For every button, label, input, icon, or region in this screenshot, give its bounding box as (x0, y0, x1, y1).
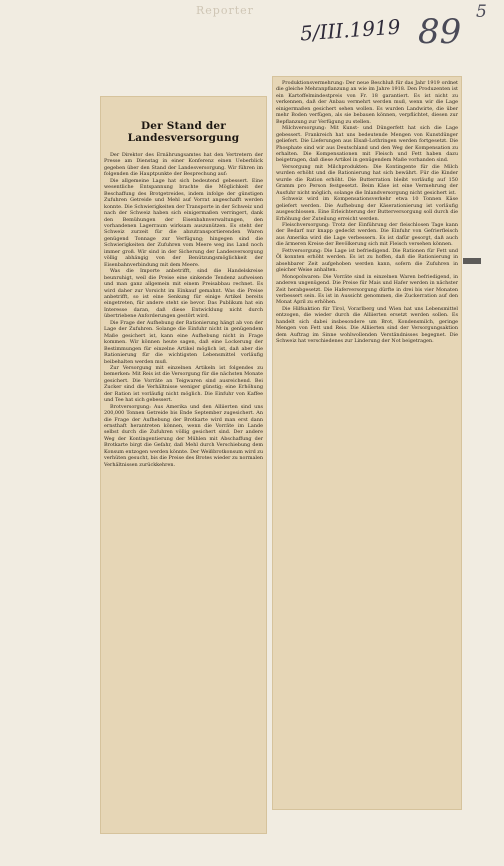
paragraph: Zur Versorgung mit einzelnen Artikeln ist folgendes zu bemerken: Mit Reis ist die Versorgung für die nächsten Monate gesichert. Die Vorräte an Teigwaren sind ausreichend. Bei Zucker sind die Verhältnisse weniger günstig; eine Erhöhung der Ration ist vorläufig nicht möglich. Die Einfuhr von Kaffee und Tee hat sich gebessert. (104, 364, 263, 404)
handwritten-date: 5/III.1919 (299, 14, 402, 46)
paragraph: Fleischversorgung: Trotz der Einführung der fleischlosen Tage kann der Bedarf nur knapp gedeckt werden. Die Einfuhr von Gefrierfleisch aus Amerika wird die Lage verbessern. Es ist dafür gesorgt, daß auch die ärmeren Kreise der Bevölkerung sich mit Fleisch versehen können. (276, 221, 458, 248)
paragraph: Was die Importe anbetrifft, sind die Handelskreise beunruhigt, weil die Preise eine sinkende Tendenz aufweisen und man ganz allgemein mit einem Preisabbau rechnet. Es wird daher zur Vorsicht im Einkauf gemahnt. Was die Preise anbetrifft, so ist eine Senkung für einige Artikel bereits eingetreten, für andere steht sie bevor. Das Publikum hat ein Interesse daran, daß diese Entwicklung nicht durch übertriebene Anforderungen gestört wird. (104, 268, 263, 320)
article-title: Der Stand der Landesversorgung (127, 120, 240, 144)
paragraph: Der Direktor des Ernährungsamtes hat den Vertretern der Presse am Dienstag in einer Konferenz einen Ueberblick gegeben über den Stand der Landesversorgung. Wir führen im folgenden die Hauptpunkte der Besprechung auf: (104, 152, 263, 178)
handwritten-page-number: 89 (418, 12, 462, 52)
paragraph: Brotversorgung: Aus Amerika und den Alliierten sind uns 200,000 Tonnen Getreide bis Ende September zugesichert. An die Frage der Aufhebung der Brotkarte wird man erst dann ernsthaft herantreten können, wenn die Vorräte im Lande selbst durch die Zufuhren völlig gesichert sind. Der andere Weg der Kontingentierung der Mühlen mit Abschaffung der Brotkarte birgt die Gefahr, daß Mehl durch Verschiebung dem Konsum entzogen werden könnte. Der Weißbrotkonsum wird zu verhüten gesucht, bis die Preise des Brotes wieder zu normalen Verhältnissen zurückkehren. (104, 403, 263, 468)
paragraph: Die Frage der Aufhebung der Rationierung hängt ab von der Lage der Zufuhren. Solange die Einfuhr nicht in genügendem Maße gesichert ist, kann eine Aufhebung nicht in Frage kommen. Wir können heute sagen, daß eine Lockerung der Bestimmungen für einzelne Artikel möglich ist, daß aber die Rationierung für die wichtigsten Lebensmittel vorläufig beibehalten werden muß. (104, 319, 263, 365)
ink-mark (463, 258, 481, 264)
handwritten-corner-mark: 5 (476, 2, 487, 22)
paragraph: Versorgung mit Milchprodukten: Die Kontingente für die Milch wurden erhöht und die Rationierung hat sich bewährt. Für die Kinder wurde die Ration erhöht. Die Butterration bleibt vorläufig auf 150 Gramm pro Person festgesetzt. Beim Käse ist eine Vermehrung der Ausfuhr nicht möglich, solange die Inlandversorgung nicht gesichert ist. (276, 163, 458, 196)
left-column-text (100, 152, 267, 468)
paragraph: Fettversorgung: Die Lage ist befriedigend. Die Rationen für Fett und Öl konnten erhöht werden. Es ist zu hoffen, daß die Rationierung in absehbarer Zeit aufgehoben werden kann, sofern die Zufuhren in gleicher Weise anhalten. (276, 247, 458, 274)
newspaper-clipping-right (272, 76, 462, 810)
paragraph: Monopolwaren: Die Vorräte sind in einzelnen Waren befriedigend, in anderen ungenügend. Die Preise für Mais und Hafer werden in nächster Zeit herabgesetzt. Die Haferversorgung dürfte in drei bis vier Monaten verbessert sein. Es ist in Aussicht genommen, die Zuckerration auf den Monat April zu erhöhen. (276, 273, 458, 306)
right-column-text (272, 76, 462, 345)
paragraph: Schweiz wird im Kompensationsverkehr etwa 10 Tonnen Käse geliefert werden. Die Aufhebung der Käserationierung ist vorläufig ausgeschlossen. Eine Erleichterung der Butterversorgung soll durch die Erhöhung der Zuteilung erreicht werden. (276, 196, 458, 222)
newspaper-clipping-left (100, 96, 267, 834)
paragraph: Milchversorgung: Mit Kunst- und Düngerfett hat sich die Lage gebessert. Frankreich hat uns bedeutende Mengen von Kunstdünger geliefert. Die Lieferungen aus Elsaß-Lothringen werden fortgesetzt. Die Phosphate sind wir aus Deutschland und den Weg der Kompensation zu erhalten. Die Kompensationen mit Fleisch und Fett haben dazu beigetragen, daß diese Artikel in genügendem Maße vorhanden sind. (276, 125, 458, 164)
paragraph: Die Hilfsaktion für Tirol, Vorarlberg und Wien hat uns Lebensmittel entzogen, die wieder durch die Alliierten ersetzt werden sollen. Es handelt sich dabei insbesondere um Brot, Kondensmilch, geringe Mengen von Fett und Reis. Die Alliierten sind der Versorgungsaktion dem Auftrag im Sinne wohlwollenden Verständnisses begegnet. Die Schweiz hat verschiedenes zur Linderung der Not beigetragen. (276, 305, 458, 345)
paragraph: Produktionsvermehrung: Der neue Beschluß für das Jahr 1919 ordnet die gleiche Mehranpflanzung an wie im Jahre 1918. Den Produzenten ist ein Kartoffelmindestpreis von Fr. 18 garantiert. Es ist nicht zu verkennen, daß der Anbau vermehrt werden muß, wenn wir die Lage einigermaßen gesichert sehen wollen. Es wurden Landwirte, die über mehr Boden verfügen, als sie bebauen können, verpflichtet, diesen zur Bepflanzung zur Verfügung zu stellen. (276, 80, 458, 125)
paragraph: Die allgemeine Lage hat sich bedeutend gebessert. Eine wesentliche Entspannung brachte die Möglichkeit der Beschaffung des Brotgetreides, indem infolge der günstigen Zufuhren Getreide und Mehl auf Vorrat angeschafft werden konnte. Die Schwierigkeiten der Transporte in der Schweiz und nach der Schweiz haben sich einigermaßen verringert, dank den Bemühungen der Eisenbahnverwaltungen, den vorhandenen Lagerraum wirksam auszunützen. Es steht der Schweiz zurzeit für die abzutransportierenden Waren genügend Tonnage zur Verfügung; hingegen sind die Schwierigkeiten der Zufuhren vom Meere weg ins Land noch immer groß. Wir sind in der Sicherung der Landesversorgung völlig abhängig von der Benützungsmöglichkeit der Eisenbahnverbindung mit dem Meere. (104, 177, 263, 268)
masthead-ghost: Reporter (196, 4, 254, 17)
